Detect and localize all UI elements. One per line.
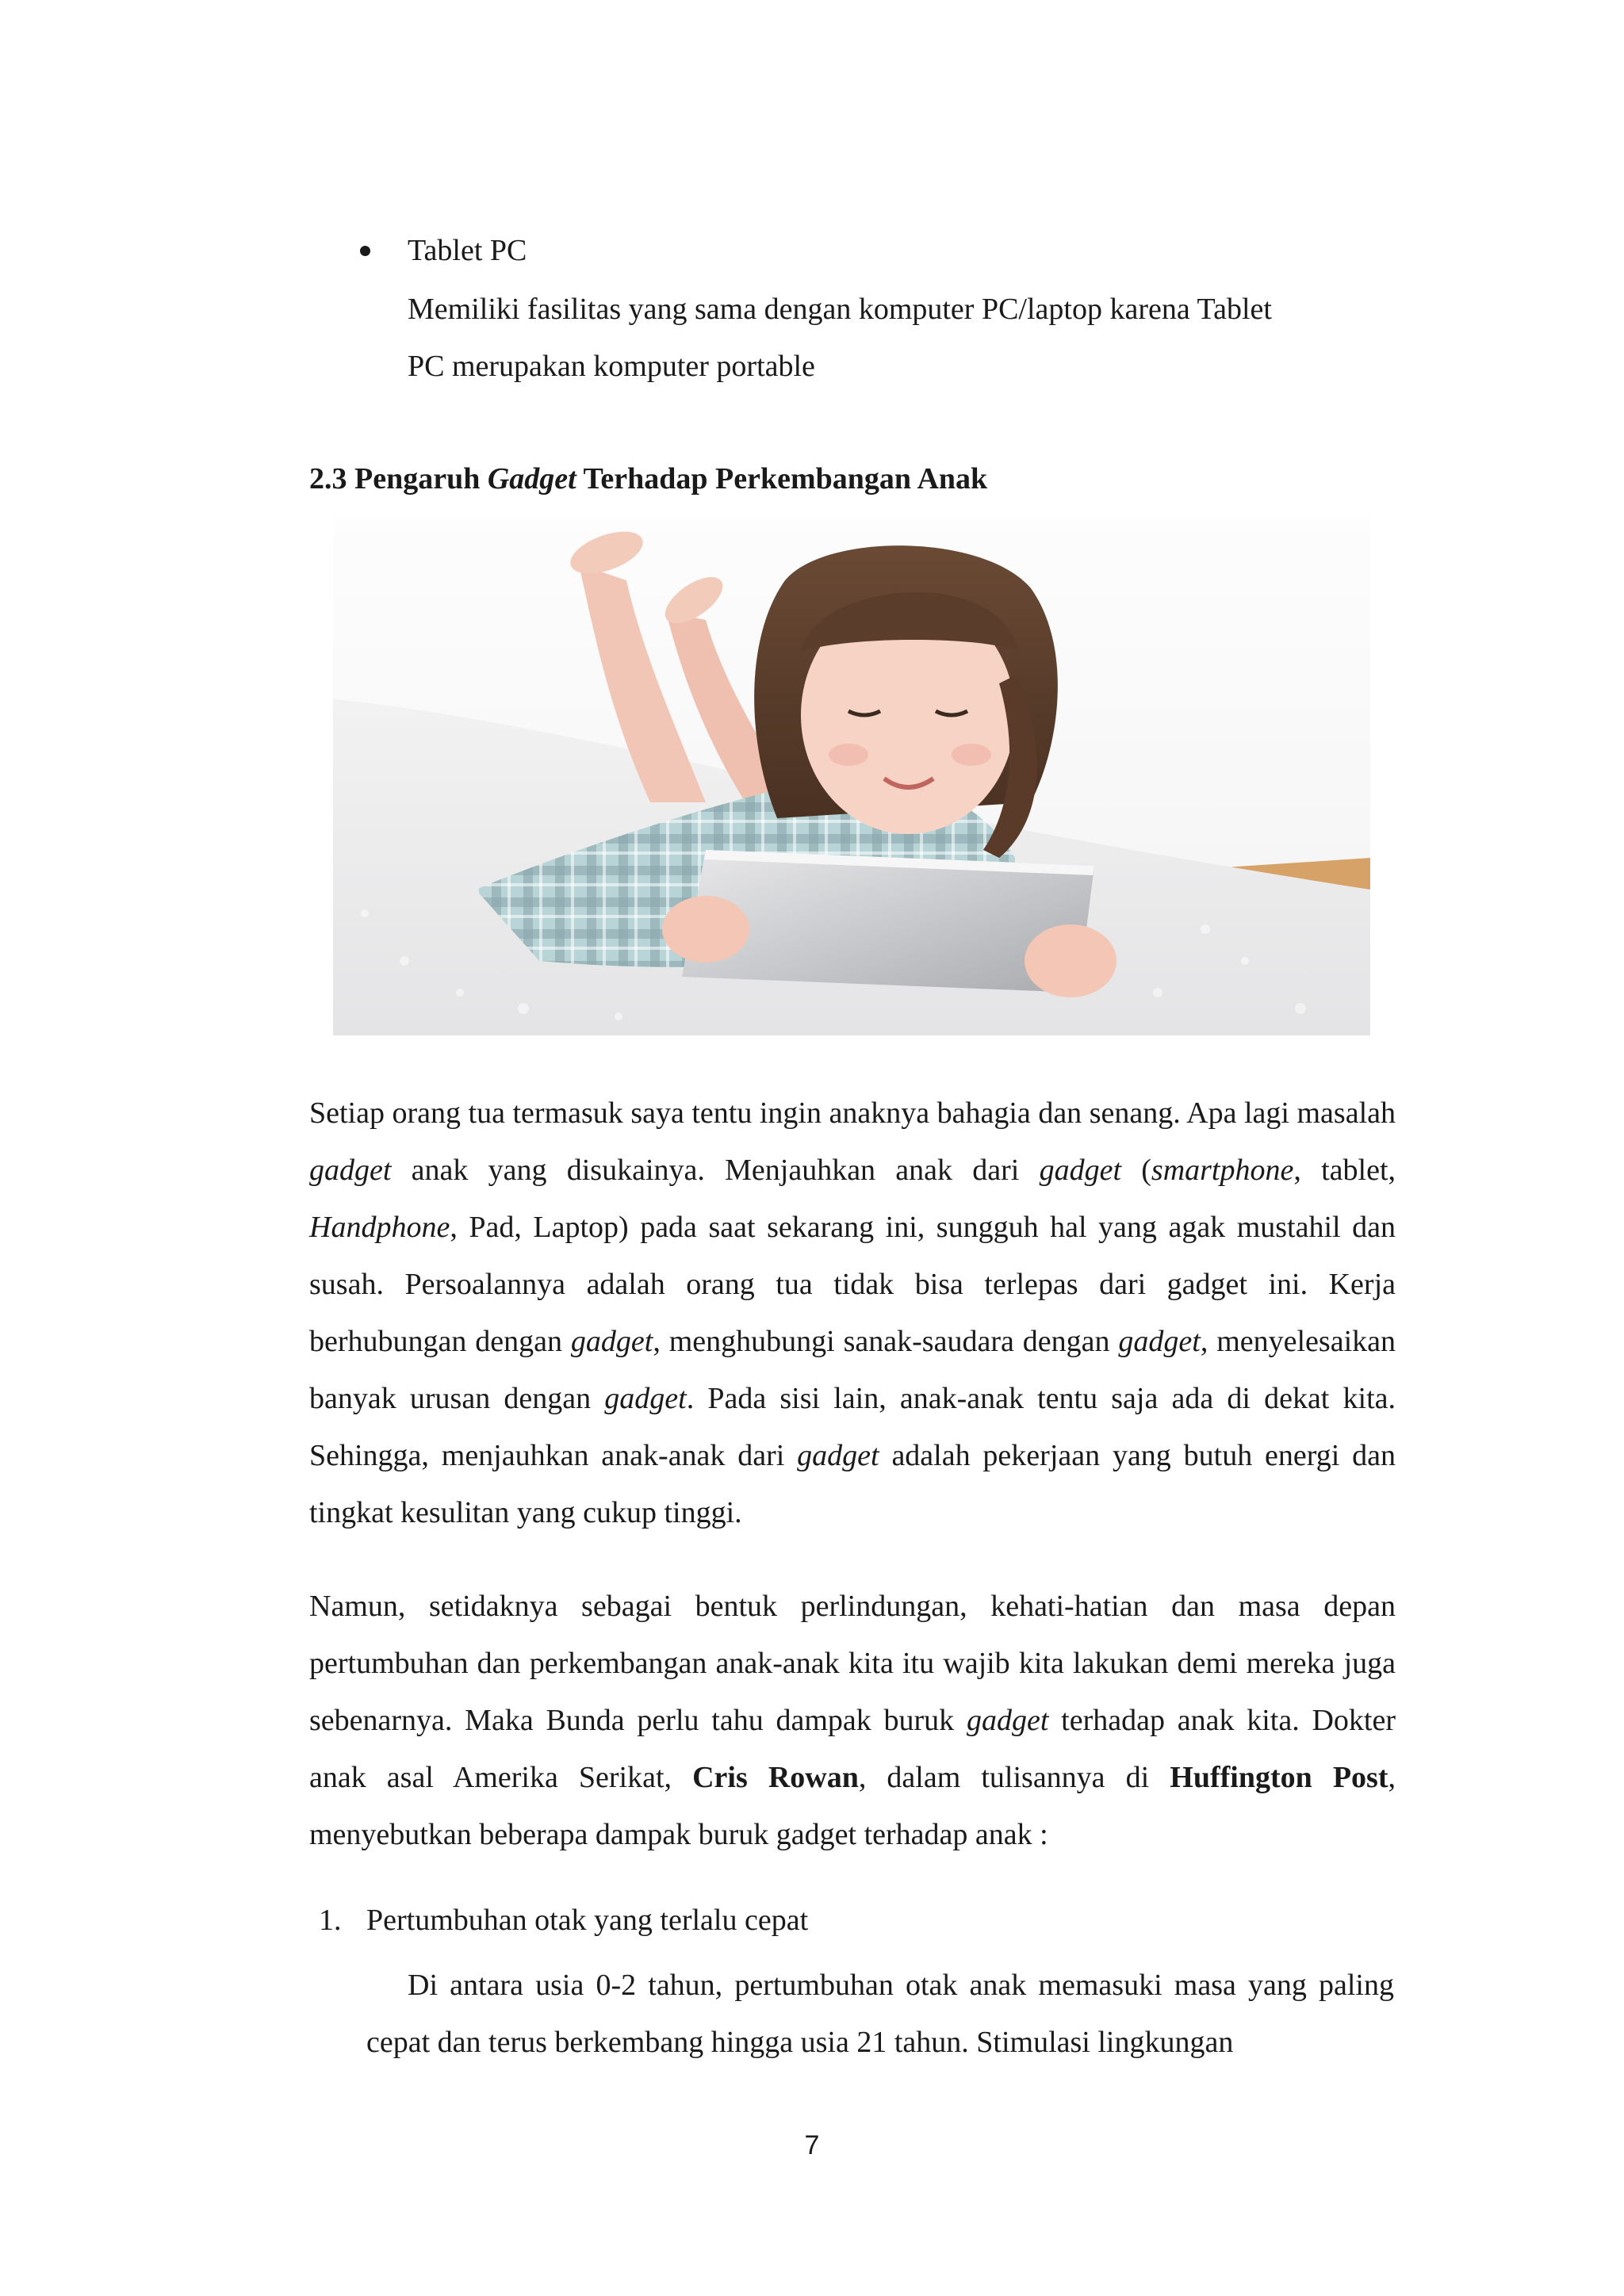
list-item-number: 1. (319, 1904, 342, 1937)
p1-italic-gadget: gadget (1118, 1325, 1201, 1358)
heading-italic: Gadget (487, 462, 576, 496)
section-heading (309, 460, 987, 498)
p1-text: Setiap orang tua termasuk saya tentu ingin anaknya bahagia dan senang. Apa lagi masalah (309, 1096, 1396, 1130)
p2-italic-gadget: gadget (966, 1704, 1049, 1737)
paragraph-1 (309, 1085, 1396, 1541)
p1-italic-gadget: gadget (309, 1154, 392, 1187)
list-item-body: Di antara usia 0-2 tahun, pertumbuhan otak anak memasuki masa yang paling cepat dan terus berkembang hingga usia 21 tahun. Stimulasi lingkungan (366, 1969, 1394, 2059)
bullet-description-line-2: PC merupakan komputer portable (408, 350, 815, 383)
p1-text: . Pada sisi lain, anak-anak tentu saja ada di dekat kita. Sehingga, menjauhkan anak-anak dari (309, 1382, 1396, 1472)
p1-italic-gadget: gadget (604, 1382, 687, 1415)
page-number: 7 (804, 2130, 820, 2160)
p1-italic-handphone: Handphone (309, 1211, 450, 1244)
list-item-title: Pertumbuhan otak yang terlalu cepat (366, 1904, 809, 1937)
bullet-dot (360, 246, 370, 256)
heading-number: 2.3 Pengaruh (309, 462, 488, 496)
p2-bold-cris-rowan: Cris Rowan (692, 1761, 859, 1794)
p1-text: , menyelesaikan banyak urusan dengan (309, 1325, 1396, 1415)
paragraph-2 (309, 1578, 1396, 1863)
p1-italic-gadget: gadget (797, 1439, 879, 1472)
p2-text: , menyebutkan beberapa dampak buruk gadget terhadap anak : (309, 1761, 1396, 1851)
p2-bold-huffington-post: Huffington Post (1170, 1761, 1388, 1794)
p2-text: terhadap anak kita. Dokter anak asal Amerika Serikat, (309, 1704, 1396, 1794)
p1-text: , menghubungi sanak-saudara dengan (653, 1325, 1119, 1358)
p1-text: ( (1121, 1154, 1151, 1187)
bullet-title: Tablet PC (408, 234, 527, 267)
heading-rest: Terhadap Perkembangan Anak (576, 462, 988, 496)
bullet-description-line-1: Memiliki fasilitas yang sama dengan komputer PC/laptop karena Tablet (408, 293, 1272, 326)
p1-italic-gadget: gadget (1039, 1154, 1122, 1187)
girl-with-tablet-photo (333, 517, 1370, 1035)
p1-italic-smartphone: smartphone (1151, 1154, 1294, 1187)
p2-text: Namun, setidaknya sebagai bentuk perlindungan, kehati-hatian dan masa depan pertumbuhan dan perkembangan anak-anak kita itu wajib kita lakukan demi mereka juga sebenarnya. Maka Bunda perlu tahu dampak buruk (309, 1590, 1396, 1737)
p1-italic-gadget: gadget (570, 1325, 653, 1358)
p1-text: , Pad, Laptop) pada saat sekarang ini, sungguh hal yang agak mustahil dan susah. Persoalannya adalah orang tua tidak bisa terlepas dari gadget ini. Kerja berhubungan dengan (309, 1211, 1396, 1358)
p1-text: adalah pekerjaan yang butuh energi dan tingkat kesulitan yang cukup tinggi. (309, 1439, 1396, 1529)
photo-illustration (333, 517, 1370, 1035)
p2-text: , dalam tulisannya di (858, 1761, 1170, 1794)
p1-text: anak yang disukainya. Menjauhkan anak dari (391, 1154, 1040, 1187)
p1-text: , tablet, (1293, 1154, 1396, 1187)
